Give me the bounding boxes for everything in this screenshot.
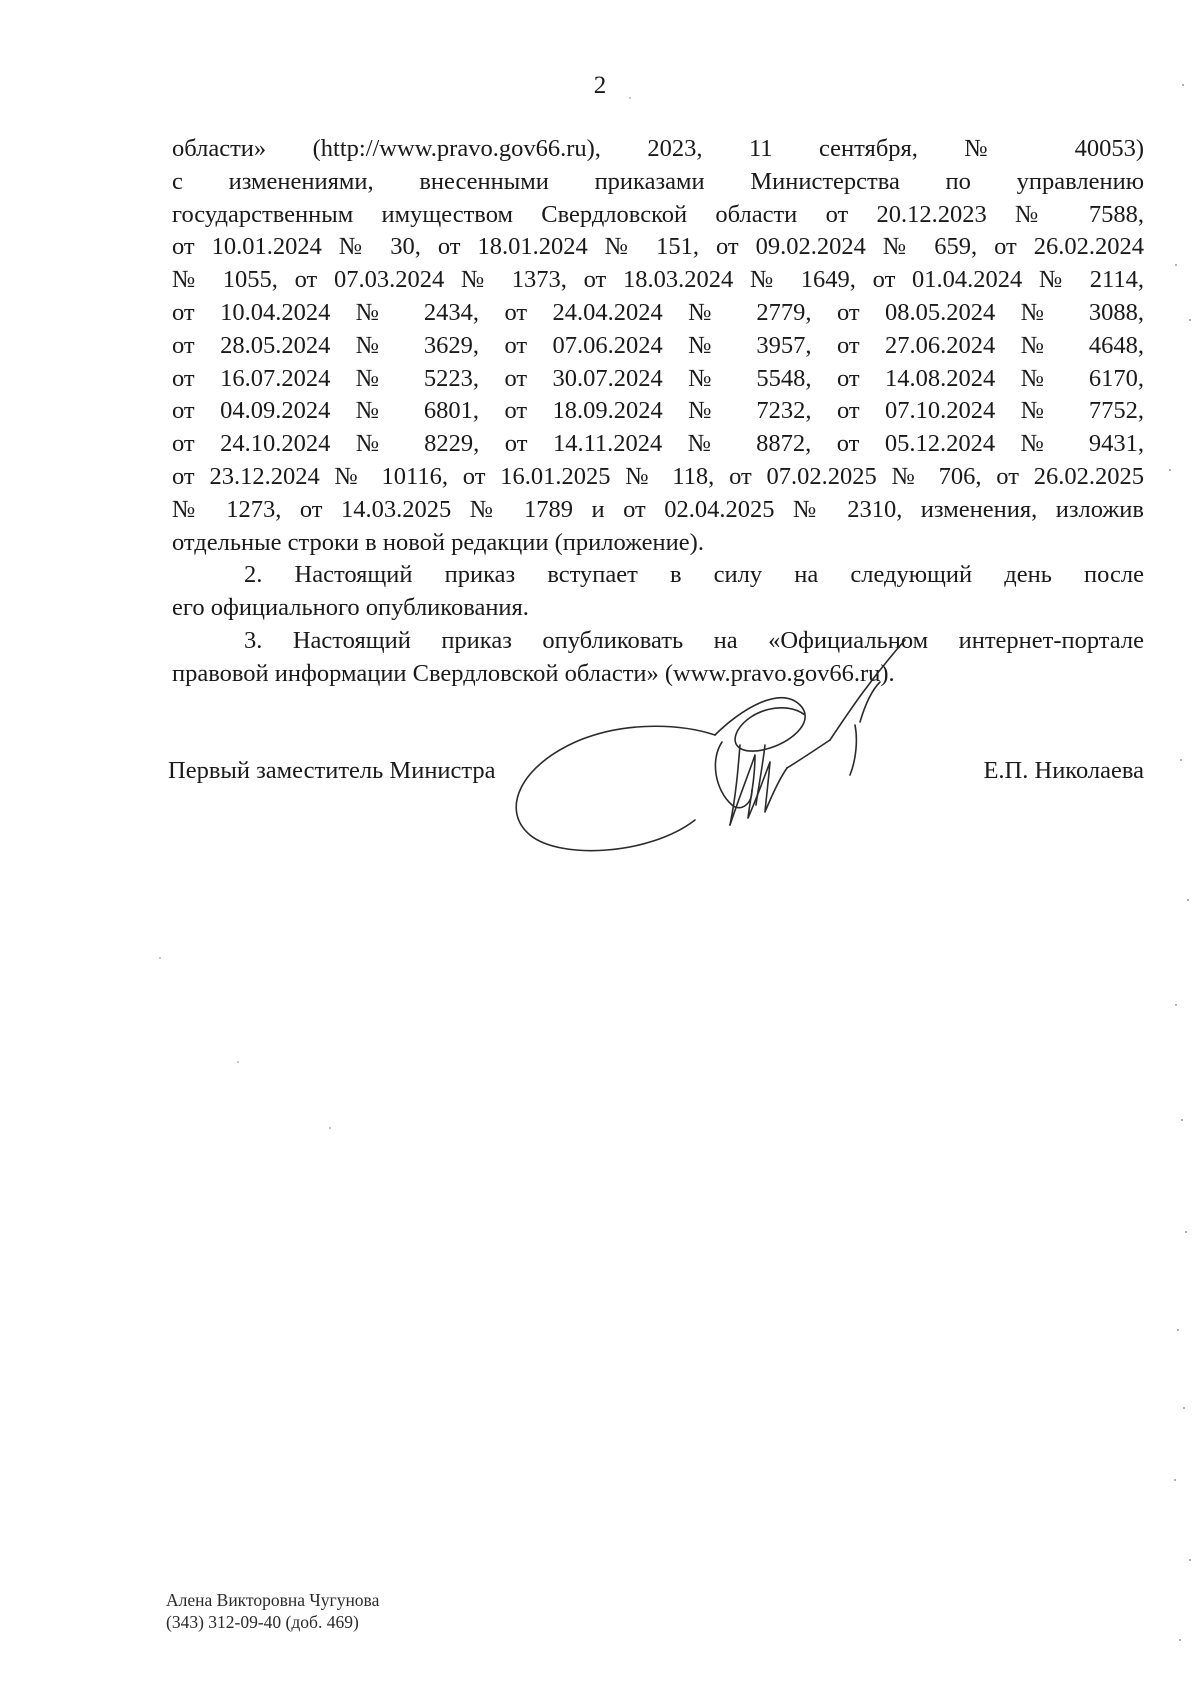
body-line: государственным имуществом Свердловской области от 20.12.2023 № 7588,	[172, 200, 1144, 228]
body-line: правовой информации Свердловской области» (www.pravo.gov66.ru).	[172, 659, 895, 687]
signer-name: Е.П. Николаева	[983, 757, 1144, 784]
body-line: 2. Настоящий приказ вступает в силу на следующий день после	[244, 561, 1144, 589]
executor-phone: (343) 312-09-40 (доб. 469)	[166, 1612, 359, 1632]
body-line: от 16.07.2024 № 5223, от 30.07.2024 № 5548, от 14.08.2024 № 6170,	[172, 364, 1144, 392]
body-line: № 1055, от 07.03.2024 № 1373, от 18.03.2024 № 1649, от 01.04.2024 № 2114,	[172, 266, 1144, 294]
body-line: от 28.05.2024 № 3629, от 07.06.2024 № 3957, от 27.06.2024 № 4648,	[172, 331, 1144, 359]
page-number: 2	[593, 72, 607, 99]
signature-block	[168, 757, 1144, 797]
signer-title: Первый заместитель Министра	[168, 757, 496, 784]
body-line: № 1273, от 14.03.2025 № 1789 и от 02.04.2025 № 2310, изменения, изложив	[172, 495, 1144, 523]
body-text	[172, 133, 1144, 691]
body-line: от 10.01.2024 № 30, от 18.01.2024 № 151, от 09.02.2024 № 659, от 26.02.2024	[172, 233, 1144, 261]
executor-footer	[166, 1589, 379, 1633]
body-line: отдельные строки в новой редакции (приложение).	[172, 528, 704, 556]
body-line: от 10.04.2024 № 2434, от 24.04.2024 № 2779, от 08.05.2024 № 3088,	[172, 298, 1144, 326]
body-line: от 04.09.2024 № 6801, от 18.09.2024 № 7232, от 07.10.2024 № 7752,	[172, 397, 1144, 425]
body-line: с изменениями, внесенными приказами Министерства по управлению	[172, 167, 1144, 195]
body-line: от 24.10.2024 № 8229, от 14.11.2024 № 8872, от 05.12.2024 № 9431,	[172, 430, 1144, 458]
body-line: области» (http://www.pravo.gov66.ru), 2023, 11 сентября, № 40053)	[172, 135, 1144, 162]
executor-name: Алена Викторовна Чугунова	[166, 1590, 380, 1610]
body-line: 3. Настоящий приказ опубликовать на «Официальном интернет-портале	[244, 626, 1144, 654]
body-line: его официального опубликования.	[172, 594, 529, 622]
body-line: от 23.12.2024 № 10116, от 16.01.2025 № 118, от 07.02.2025 № 706, от 26.02.2025	[172, 462, 1144, 490]
